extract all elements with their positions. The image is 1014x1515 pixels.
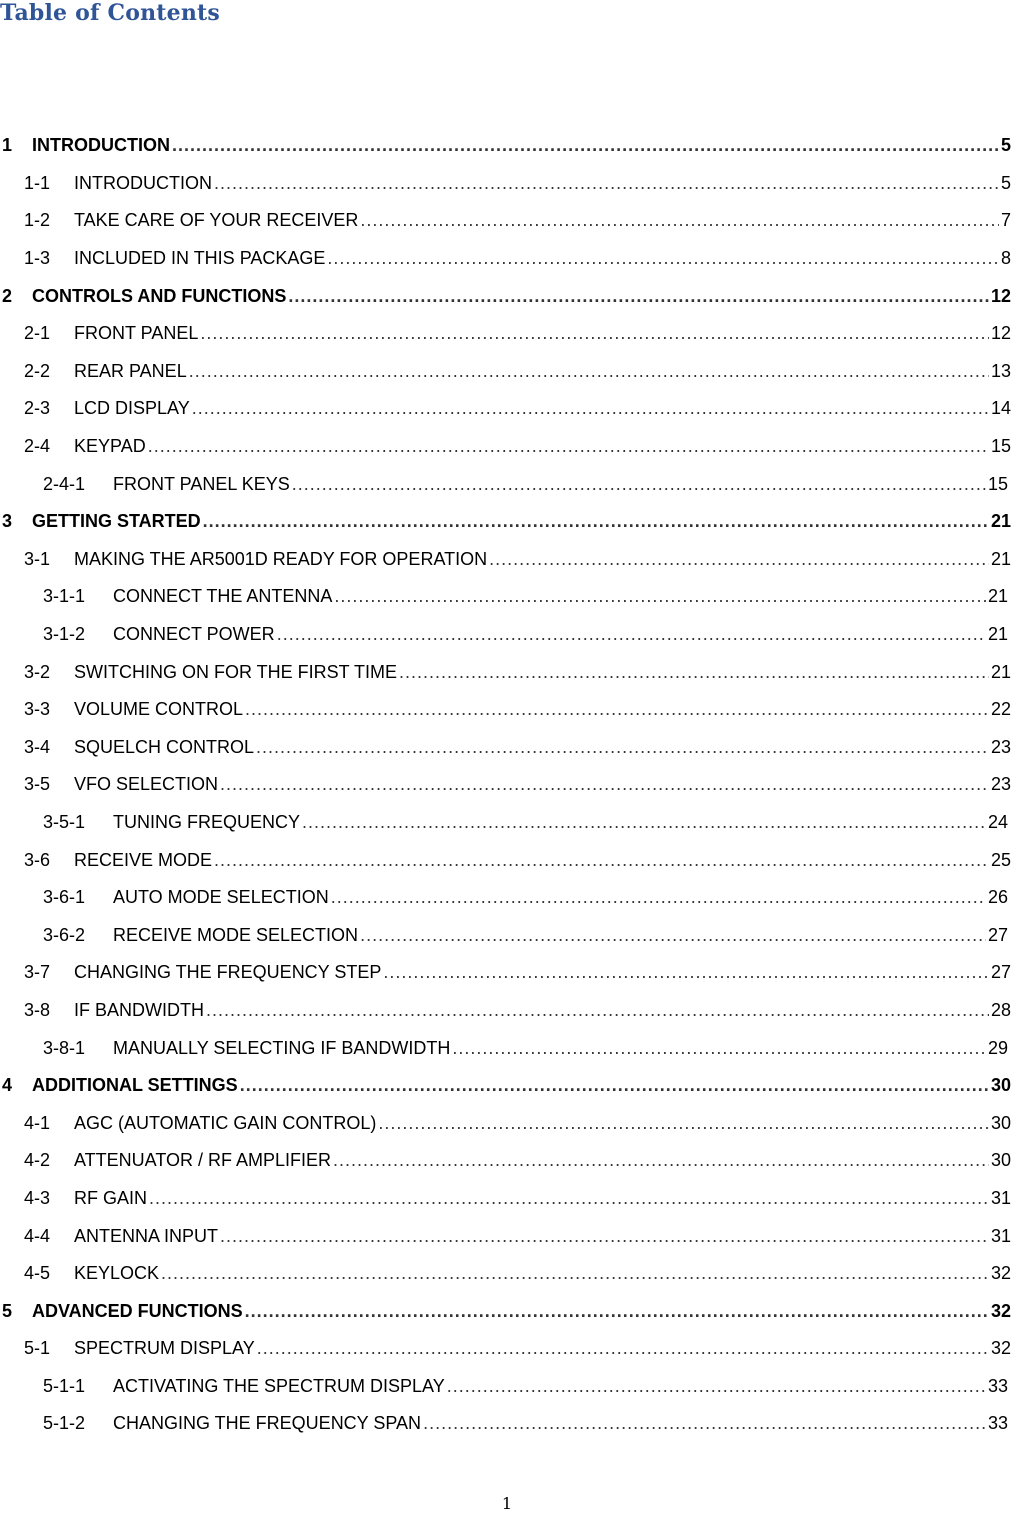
toc-section-number: 2-3 (24, 398, 51, 419)
toc-page-number: 31 (990, 1187, 1011, 1208)
toc-entry[interactable] (0, 353, 1014, 391)
page-title: Table of Contents (0, 0, 220, 26)
toc-entry-title (24, 737, 254, 758)
toc-page-number: 5 (1000, 135, 1011, 156)
toc-section-label: LCD DISPLAY (74, 398, 190, 419)
dot-leader (200, 323, 989, 344)
toc-entry-title (2, 511, 201, 532)
toc-page-number: 24 (987, 811, 1008, 832)
toc-section-label: TUNING FREQUENCY (113, 811, 301, 832)
toc-entry[interactable] (0, 240, 1014, 278)
toc-section-number: 5 (2, 1300, 13, 1321)
toc-page-number: 21 (990, 661, 1011, 682)
toc-section-number: 3-3 (24, 699, 51, 720)
toc-section-label: CONTROLS AND FUNCTIONS (32, 285, 287, 306)
toc-page-number: 33 (987, 1413, 1008, 1434)
toc-section-label: KEYPAD (74, 436, 146, 457)
toc-section-label: CHANGING THE FREQUENCY SPAN (113, 1413, 422, 1434)
toc-page-number: 21 (987, 586, 1008, 607)
toc-page-number: 12 (990, 323, 1011, 344)
toc-section-number: 3-6-2 (43, 924, 86, 945)
toc-page-number: 26 (987, 887, 1008, 908)
toc-entry-title (43, 887, 329, 908)
toc-entry-title (24, 850, 212, 871)
toc-entry-title (24, 1113, 376, 1134)
toc-entry-title (24, 398, 190, 419)
toc-entry-title (24, 549, 487, 570)
dot-leader (256, 737, 989, 758)
dot-leader (245, 1301, 989, 1322)
toc-section-number: 4-2 (24, 1150, 51, 1171)
dot-leader (331, 887, 986, 908)
dot-leader (240, 1075, 989, 1096)
dot-leader (161, 1263, 989, 1284)
toc-entry-title (24, 1338, 255, 1359)
toc-section-label: MANUALLY SELECTING IF BANDWIDTH (113, 1037, 451, 1058)
toc-entry-title (24, 774, 218, 795)
toc-section-number: 3-6 (24, 849, 51, 870)
toc-entry-title (43, 1376, 445, 1397)
toc-entry[interactable] (0, 766, 1014, 804)
toc-page-number: 14 (990, 398, 1011, 419)
toc-page-number: 22 (990, 699, 1011, 720)
toc-section-label: REAR PANEL (74, 360, 187, 381)
toc-entry[interactable] (0, 841, 1014, 879)
toc-section-label: ATTENUATOR / RF AMPLIFIER (74, 1150, 332, 1171)
toc-entry[interactable] (0, 578, 1014, 616)
toc-entry-title (24, 173, 212, 194)
dot-leader (192, 398, 989, 419)
toc-entry[interactable] (0, 804, 1014, 842)
page-number: 1 (501, 1494, 513, 1513)
toc-section-label: SQUELCH CONTROL (74, 736, 255, 757)
toc-section-number: 1-3 (24, 248, 51, 269)
toc-section-label: CONNECT POWER (113, 624, 275, 645)
dot-leader (302, 812, 986, 833)
toc-entry[interactable] (0, 1142, 1014, 1180)
toc-page-number: 29 (987, 1037, 1008, 1058)
toc-section-number: 3-1-1 (43, 586, 86, 607)
toc-section-label: CONNECT THE ANTENNA (113, 586, 333, 607)
toc-section-number: 5-1 (24, 1338, 51, 1359)
toc-section-number: 2-4-1 (43, 473, 86, 494)
toc-page-number: 25 (990, 849, 1011, 870)
toc-page-number: 23 (990, 736, 1011, 757)
toc-entry-title (24, 436, 146, 457)
toc-entry[interactable] (0, 1067, 1014, 1105)
toc-entry-title (24, 1263, 159, 1284)
dot-leader (149, 1188, 989, 1209)
toc-section-number: 2-4 (24, 436, 51, 457)
toc-page-number: 8 (1000, 248, 1011, 269)
toc-page-number: 30 (990, 1075, 1011, 1096)
toc-section-label: INCLUDED IN THIS PACKAGE (74, 248, 326, 269)
table-of-contents (0, 127, 1014, 1443)
toc-page-number: 30 (990, 1112, 1011, 1133)
toc-entry-title (24, 361, 187, 382)
toc-page-number: 21 (987, 624, 1008, 645)
toc-entry[interactable] (0, 1180, 1014, 1218)
dot-leader (220, 774, 989, 795)
dot-leader (447, 1376, 986, 1397)
dot-leader (399, 662, 989, 683)
toc-entry-title (24, 210, 358, 231)
toc-entry-title (43, 586, 332, 607)
toc-section-label: MAKING THE AR5001D READY FOR OPERATION (74, 548, 488, 569)
toc-entry-title (43, 812, 300, 833)
toc-section-label: ANTENNA INPUT (74, 1225, 219, 1246)
toc-entry-title (2, 1075, 238, 1096)
toc-section-number: 2-2 (24, 360, 51, 381)
toc-entry[interactable] (0, 1405, 1014, 1443)
toc-entry-title (2, 1301, 243, 1322)
toc-section-label: VOLUME CONTROL (74, 699, 244, 720)
toc-section-number: 3-8-1 (43, 1037, 86, 1058)
toc-entry[interactable] (0, 390, 1014, 428)
toc-section-label: AGC (AUTOMATIC GAIN CONTROL) (74, 1112, 377, 1133)
toc-entry[interactable] (0, 1255, 1014, 1293)
toc-page-number: 15 (990, 436, 1011, 457)
toc-entry[interactable] (0, 729, 1014, 767)
toc-section-label: SPECTRUM DISPLAY (74, 1338, 255, 1359)
toc-section-number: 2-1 (24, 323, 51, 344)
toc-page-number: 31 (990, 1225, 1011, 1246)
toc-entry[interactable] (0, 691, 1014, 729)
toc-entry[interactable] (0, 954, 1014, 992)
toc-section-label: KEYLOCK (74, 1263, 160, 1284)
toc-section-number: 4-4 (24, 1225, 51, 1246)
toc-section-label: CHANGING THE FREQUENCY STEP (74, 962, 382, 983)
toc-page-number: 12 (990, 285, 1011, 306)
toc-section-number: 3-1-2 (43, 624, 86, 645)
toc-entry[interactable] (0, 1104, 1014, 1142)
toc-entry[interactable] (0, 916, 1014, 954)
toc-entry[interactable] (0, 202, 1014, 240)
toc-section-number: 1-2 (24, 210, 51, 231)
toc-section-label: SWITCHING ON FOR THE FIRST TIME (74, 661, 398, 682)
toc-page-number: 23 (990, 774, 1011, 795)
toc-entry[interactable] (0, 277, 1014, 315)
toc-section-number: 2 (2, 285, 13, 306)
toc-entry-title (43, 1038, 450, 1059)
toc-section-number: 3-5-1 (43, 811, 86, 832)
toc-section-label: RECEIVE MODE SELECTION (113, 924, 359, 945)
toc-entry-title (24, 323, 198, 344)
toc-entry[interactable] (0, 1292, 1014, 1330)
dot-leader (220, 1226, 989, 1247)
toc-page-number: 30 (990, 1150, 1011, 1171)
toc-section-number: 3-5 (24, 774, 51, 795)
toc-section-label: RF GAIN (74, 1187, 148, 1208)
toc-page-number: 27 (990, 962, 1011, 983)
toc-section-number: 3-1 (24, 548, 51, 569)
dot-leader (334, 586, 986, 607)
toc-section-label: VFO SELECTION (74, 774, 219, 795)
toc-entry-title (24, 699, 243, 720)
dot-leader (189, 361, 989, 382)
toc-page-number: 13 (990, 360, 1011, 381)
dot-leader (452, 1038, 986, 1059)
toc-section-number: 3-6-1 (43, 887, 86, 908)
toc-section-number: 5-1-1 (43, 1375, 86, 1396)
dot-leader (277, 624, 986, 645)
toc-entry-title (24, 1188, 147, 1209)
toc-entry[interactable] (0, 1029, 1014, 1067)
toc-section-number: 3-7 (24, 962, 51, 983)
toc-section-label: ACTIVATING THE SPECTRUM DISPLAY (113, 1375, 445, 1396)
toc-entry[interactable] (0, 165, 1014, 203)
dot-leader (327, 248, 999, 269)
toc-section-label: RECEIVE MODE (74, 849, 213, 870)
dot-leader (383, 962, 989, 983)
toc-section-label: FRONT PANEL KEYS (113, 473, 290, 494)
dot-leader (206, 1000, 989, 1021)
toc-section-label: IF BANDWIDTH (74, 999, 204, 1020)
toc-page-number: 28 (990, 999, 1011, 1020)
dot-leader (360, 925, 986, 946)
toc-page-number: 7 (1000, 210, 1011, 231)
toc-entry-title (24, 962, 381, 983)
toc-section-number: 3-8 (24, 999, 51, 1020)
toc-page-number: 33 (987, 1375, 1008, 1396)
toc-entry[interactable] (0, 653, 1014, 691)
toc-entry[interactable] (0, 879, 1014, 917)
dot-leader (360, 210, 999, 231)
toc-section-label: INTRODUCTION (74, 172, 212, 193)
toc-entry[interactable] (0, 465, 1014, 503)
dot-leader (214, 850, 989, 871)
toc-section-number: 1 (2, 135, 13, 156)
toc-page-number: 32 (990, 1263, 1011, 1284)
toc-entry-title (24, 1150, 331, 1171)
toc-entry-title (24, 662, 397, 683)
dot-leader (148, 436, 989, 457)
toc-section-label: ADVANCED FUNCTIONS (32, 1300, 243, 1321)
toc-page-number: 15 (987, 473, 1008, 494)
toc-entry[interactable] (0, 315, 1014, 353)
toc-section-label: FRONT PANEL (74, 323, 199, 344)
dot-leader (489, 549, 989, 570)
toc-section-label: ADDITIONAL SETTINGS (32, 1075, 238, 1096)
toc-section-label: AUTO MODE SELECTION (113, 887, 329, 908)
toc-section-number: 4-1 (24, 1112, 51, 1133)
dot-leader (245, 699, 989, 720)
toc-section-number: 3-2 (24, 661, 51, 682)
toc-entry-title (43, 474, 290, 495)
toc-section-number: 4-5 (24, 1263, 51, 1284)
toc-section-label: GETTING STARTED (32, 511, 201, 532)
dot-leader (214, 173, 999, 194)
toc-page-number: 32 (990, 1338, 1011, 1359)
toc-section-number: 5-1-2 (43, 1413, 86, 1434)
toc-page-number: 5 (1000, 172, 1011, 193)
toc-section-label: INTRODUCTION (32, 135, 170, 156)
toc-page-number: 21 (990, 511, 1011, 532)
toc-page-number: 21 (990, 548, 1011, 569)
toc-entry-title (43, 925, 358, 946)
dot-leader (378, 1113, 989, 1134)
toc-entry-title (2, 286, 286, 307)
dot-leader (288, 286, 989, 307)
toc-page-number: 27 (987, 924, 1008, 945)
toc-entry-title (2, 135, 170, 156)
toc-section-number: 1-1 (24, 172, 51, 193)
dot-leader (423, 1413, 986, 1434)
toc-entry[interactable] (0, 1217, 1014, 1255)
toc-entry[interactable] (0, 1368, 1014, 1406)
toc-entry[interactable] (0, 503, 1014, 541)
toc-entry[interactable] (0, 127, 1014, 165)
toc-entry-title (24, 1226, 218, 1247)
toc-page-number: 32 (990, 1300, 1011, 1321)
toc-entry[interactable] (0, 428, 1014, 466)
toc-section-number: 3-4 (24, 736, 51, 757)
dot-leader (172, 135, 999, 156)
toc-section-number: 4 (2, 1075, 13, 1096)
toc-entry-title (43, 1413, 421, 1434)
toc-entry-title (24, 1000, 204, 1021)
toc-entry-title (24, 248, 325, 269)
toc-section-number: 4-3 (24, 1187, 51, 1208)
toc-entry[interactable] (0, 541, 1014, 579)
toc-entry[interactable] (0, 992, 1014, 1030)
dot-leader (203, 511, 989, 532)
toc-section-label: TAKE CARE OF YOUR RECEIVER (74, 210, 359, 231)
dot-leader (333, 1150, 989, 1171)
toc-entry[interactable] (0, 1330, 1014, 1368)
toc-entry[interactable] (0, 616, 1014, 654)
toc-entry-title (43, 624, 275, 645)
toc-section-number: 3 (2, 511, 13, 532)
dot-leader (292, 474, 986, 495)
dot-leader (257, 1338, 989, 1359)
